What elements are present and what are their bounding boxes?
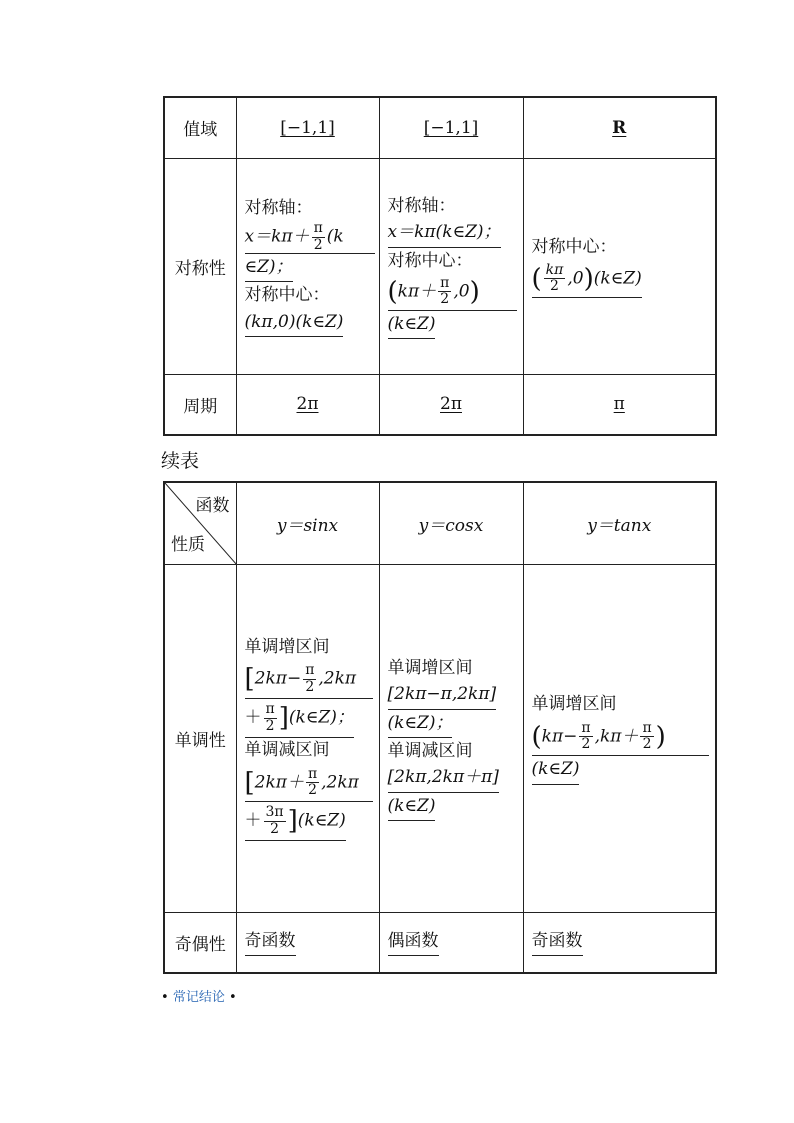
cos-axis-title: 对称轴： <box>387 195 456 216</box>
properties-table-part1 <box>163 96 717 436</box>
header-cos: y＝cosx <box>379 482 523 564</box>
sin-axis-eq-c: ∈Z)； <box>245 254 293 282</box>
sin-dec-title: 单调减区间 <box>244 740 330 760</box>
range-label: 值域 <box>164 97 236 158</box>
tan-range: R <box>612 117 627 138</box>
cos-center-title: 对称中心： <box>387 250 473 271</box>
continued-label: 续表 <box>161 450 200 472</box>
sin-dec-a: 2kπ＋ <box>254 771 304 792</box>
tan-symmetry: 对称中心： ( $\frac{k\pi}{2}$ ,0)(k∈Z) <box>523 158 716 374</box>
symmetry-label: 对称性 <box>164 158 236 374</box>
header-sin: y＝sinx <box>236 482 379 564</box>
cos-range: [−1,1] <box>423 117 479 138</box>
pi-over-2-fraction: $\frac{\pi}{2}$ <box>642 719 652 752</box>
cos-inc-cond: (k∈Z)； <box>388 710 453 738</box>
pi-over-2-fraction: $\frac{\pi}{2}$ <box>307 765 318 798</box>
symmetry-row <box>164 158 716 374</box>
cos-monotonic <box>379 564 523 912</box>
footer-text: 常记结论 <box>172 990 225 1005</box>
range-row <box>164 97 716 158</box>
tan-monotonic: 单调增区间 (kπ− $\frac{\pi}{2}$ ,kπ＋ $\frac{\pi}{2}$ ) (k∈Z) <box>523 564 716 912</box>
period-row <box>164 374 716 435</box>
sin-center-eq: (kπ,0)(k∈Z) <box>245 309 344 337</box>
cos-dec-eq: [2kπ,2kπ＋π] <box>388 764 499 792</box>
sin-axis-eq-b: (k <box>326 226 344 247</box>
sin-axis-title: 对称轴： <box>244 197 313 218</box>
sin-inc-d: (k∈Z)； <box>288 707 354 728</box>
kpi-over-2-fraction: $\frac{k\pi}{2}$ <box>545 261 564 295</box>
cos-period: 2π <box>440 394 462 415</box>
cos-inc-title: 单调增区间 <box>387 657 473 678</box>
sin-parity: 奇函数 <box>245 928 296 956</box>
sin-symmetry <box>236 158 379 374</box>
corner-header <box>164 482 236 564</box>
tan-center-eq-b: ,0 <box>567 268 584 289</box>
sin-dec-b: ,2kπ <box>321 771 359 792</box>
corner-property-label: 性质 <box>171 535 205 556</box>
header-tan: y＝tanx <box>523 482 716 564</box>
period-label: 周期 <box>164 374 236 435</box>
cos-dec-cond: (k∈Z) <box>388 793 436 821</box>
3pi-over-2-fraction: $\frac{3\pi}{2}$ <box>265 804 284 837</box>
properties-table-part2 <box>163 481 717 974</box>
pi-over-2-fraction: $\frac{\pi}{2}$ <box>305 662 315 695</box>
corner-function-label: 函数 <box>195 496 230 517</box>
tan-center-title: 对称中心： <box>531 237 617 258</box>
tan-inc-title: 单调增区间 <box>531 694 617 715</box>
tan-inc-cond: (k∈Z) <box>532 756 580 784</box>
sin-inc-b: ,2kπ <box>318 668 357 689</box>
sin-range: [−1,1] <box>280 117 335 138</box>
pi-over-2-fraction: $\frac{\pi}{2}$ <box>265 701 275 734</box>
footer-section-title <box>161 986 237 1005</box>
bullet-right: • <box>228 990 237 1005</box>
cos-center-eq-a: kπ＋ <box>397 281 437 302</box>
tan-center-eq-c: (k∈Z) <box>593 268 642 289</box>
sin-dec-d: (k∈Z) <box>297 810 346 831</box>
cos-parity: 偶函数 <box>388 928 439 956</box>
monotonic-label: 单调性 <box>164 564 236 912</box>
sin-inc-title: 单调增区间 <box>244 636 330 657</box>
sin-period: 2π <box>296 394 319 415</box>
cos-center-eq-c: (k∈Z) <box>388 311 436 339</box>
sin-monotonic: 单调增区间 [2kπ− $\frac{\pi}{2}$ ,2kπ ＋ $\frac{\pi}{2}$ ](k∈Z)； 单调减区间 [2kπ＋ $\frac{\pi}{2}$ ,2kπ ＋ $\frac{3\pi}{2}$ ](k∈Z) <box>236 564 379 912</box>
cos-axis-eq: x＝kπ(k∈Z)； <box>388 219 501 247</box>
sin-inc-a: 2kπ− <box>254 668 302 689</box>
parity-row <box>164 912 716 973</box>
sin-center-title: 对称中心： <box>244 285 330 306</box>
pi-over-2-fraction: $\frac{\pi}{2}$ <box>581 719 591 752</box>
tan-period: π <box>613 394 625 415</box>
sin-inc-c: ＋ <box>244 707 262 728</box>
parity-label: 奇偶性 <box>164 912 236 973</box>
cos-center-eq-b: ,0 <box>453 281 470 302</box>
sin-axis-eq-a: x＝kπ＋ <box>244 226 310 247</box>
cos-dec-title: 单调减区间 <box>387 741 473 761</box>
tan-inc-b: ,kπ＋ <box>594 726 639 746</box>
header-row <box>164 482 716 564</box>
monotonic-row <box>164 564 716 912</box>
pi-over-2-fraction: $\frac{\pi}{2}$ <box>440 274 450 308</box>
pi-over-2-fraction: $\frac{\pi}{2}$ <box>313 220 323 253</box>
tan-parity: 奇函数 <box>532 928 583 956</box>
cos-symmetry: 对称轴： x＝kπ(k∈Z)； 对称中心： (kπ＋ $\frac{\pi}{2}$ ,0) (k∈Z) <box>379 158 523 374</box>
tan-inc-a: kπ− <box>541 726 578 746</box>
sin-dec-c: ＋ <box>244 810 262 831</box>
bullet-left: • <box>161 990 169 1005</box>
cos-inc-eq: [2kπ−π,2kπ] <box>388 681 497 709</box>
